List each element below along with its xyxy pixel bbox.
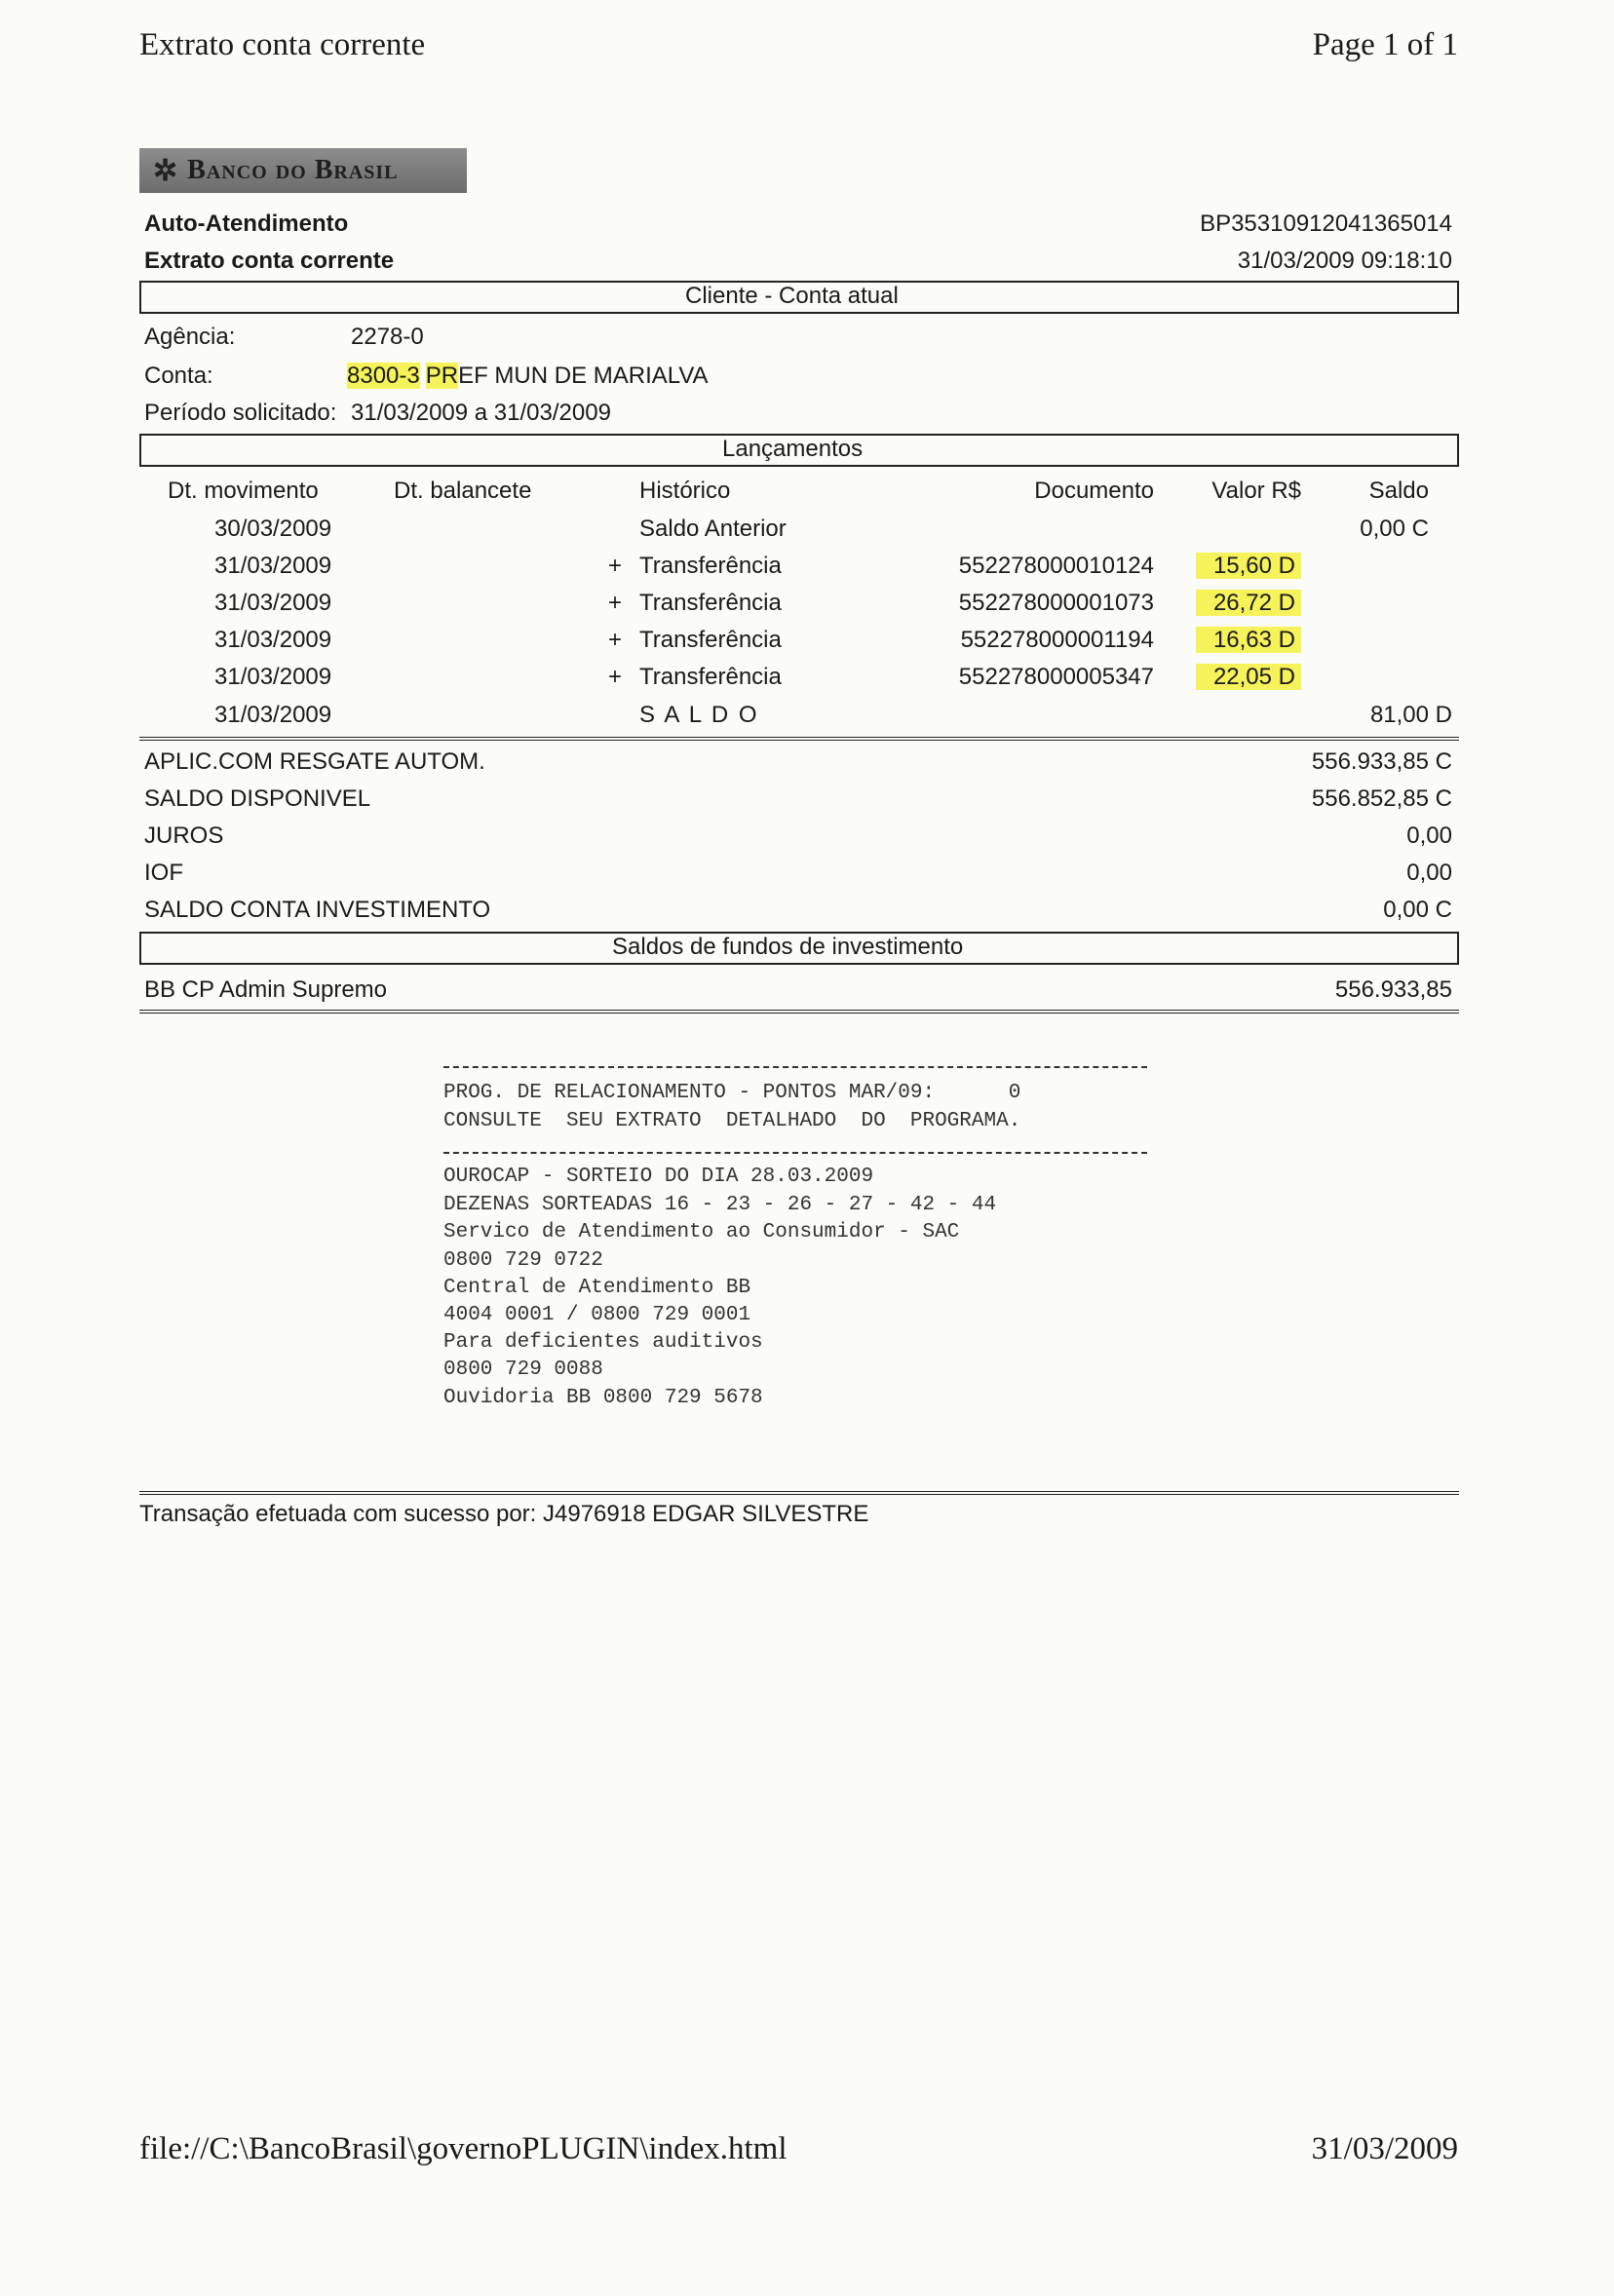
agencia-value: 2278-0	[351, 324, 424, 350]
table-row-valor: 26,72 D	[1196, 590, 1301, 617]
periodo-value: 31/03/2009 a 31/03/2009	[351, 400, 611, 426]
table-row-valor: 22,05 D	[1196, 664, 1301, 691]
table-row-historico: Transferência	[639, 553, 782, 579]
message-line: Central de Atendimento BB	[443, 1277, 751, 1299]
message-divider	[443, 1152, 1147, 1154]
table-row-historico: Transferência	[639, 590, 782, 616]
table-row-saldo: 81,00 D	[1369, 702, 1452, 728]
summary-value: 556.852,85 C	[1311, 785, 1452, 812]
col-header-valor: Valor R$	[1211, 478, 1301, 504]
summary-label: SALDO DISPONIVEL	[144, 785, 371, 812]
conta-number: 8300-3	[347, 363, 420, 389]
print-footer-path: file://C:\BancoBrasil\governoPLUGIN\index.html	[139, 2131, 788, 2166]
message-line: Para deficientes auditivos	[443, 1331, 763, 1354]
table-row-valor: 16,63 D	[1196, 627, 1301, 654]
col-header-historico: Histórico	[639, 478, 731, 504]
fundo-name: BB CP Admin Supremo	[144, 976, 388, 1003]
summary-value: 556.933,85 C	[1311, 748, 1452, 775]
table-row-dt-mov: 31/03/2009	[214, 664, 332, 690]
summary-label: APLIC.COM RESGATE AUTOM.	[144, 748, 485, 775]
summary-value: 0,00 C	[1383, 897, 1452, 923]
message-line: 0800 729 0088	[443, 1358, 603, 1381]
summary-value: 0,00	[1406, 823, 1452, 849]
conta-name-rest: EF MUN DE MARIALVA	[458, 363, 709, 389]
message-line: 4004 0001 / 0800 729 0001	[443, 1304, 751, 1326]
conta-name-highlighted: PR	[425, 363, 459, 389]
conta-label: Conta:	[144, 363, 213, 389]
header-protocol: BP35310912041365014	[1200, 210, 1452, 237]
bank-logo-text: Banco do Brasil	[187, 155, 399, 185]
table-row-documento: 552278000001194	[960, 627, 1154, 653]
table-row-documento: 552278000010124	[958, 553, 1154, 579]
fundos-end-rule	[139, 1010, 1459, 1014]
print-footer-date: 31/03/2009	[1311, 2131, 1458, 2166]
transaction-rule	[139, 1491, 1459, 1495]
agencia-label: Agência:	[144, 324, 236, 350]
message-line: 0800 729 0722	[443, 1249, 603, 1272]
col-header-dt-movimento: Dt. movimento	[168, 478, 319, 504]
bank-logo	[139, 148, 467, 193]
header-datetime: 31/03/2009 09:18:10	[1237, 248, 1452, 274]
table-row-documento: 552278000001073	[958, 590, 1154, 616]
summary-label: JUROS	[144, 823, 224, 849]
table-row-sign: +	[608, 590, 623, 616]
fundos-section-title: Saldos de fundos de investimento	[612, 934, 964, 960]
table-row-sign: +	[608, 664, 623, 690]
transaction-status: Transação efetuada com sucesso por: J4976918 EDGAR SILVESTRE	[139, 1501, 869, 1527]
message-line: CONSULTE SEU EXTRATO DETALHADO DO PROGRAMA.	[443, 1110, 1021, 1132]
fundo-value: 556.933,85	[1334, 976, 1452, 1003]
message-line: OUROCAP - SORTEIO DO DIA 28.03.2009	[443, 1166, 874, 1188]
table-row-valor: 15,60 D	[1196, 553, 1301, 580]
col-header-dt-balancete: Dt. balancete	[394, 478, 532, 504]
client-section-title: Cliente - Conta atual	[685, 283, 899, 309]
message-line: DEZENAS SORTEADAS 16 - 23 - 26 - 27 - 42 - 44	[443, 1194, 997, 1216]
table-row-historico: Transferência	[639, 664, 782, 690]
message-line: PROG. DE RELACIONAMENTO - PONTOS MAR/09: 0	[443, 1082, 1021, 1104]
conta-value	[347, 363, 709, 390]
message-line: Ouvidoria BB 0800 729 5678	[443, 1387, 763, 1409]
table-row-dt-mov: 31/03/2009	[214, 702, 332, 728]
summary-value: 0,00	[1406, 860, 1452, 886]
bank-logo-icon: ✲	[153, 154, 178, 187]
table-row-historico: S A L D O	[639, 702, 759, 728]
table-row-dt-mov: 30/03/2009	[214, 516, 332, 542]
print-header-page: Page 1 of 1	[1312, 27, 1458, 62]
lancamentos-end-rule	[139, 737, 1459, 741]
header-extrato-title: Extrato conta corrente	[144, 248, 395, 274]
table-row-dt-mov: 31/03/2009	[214, 553, 332, 579]
header-auto-atendimento: Auto-Atendimento	[144, 210, 349, 237]
lancamentos-section-title: Lançamentos	[722, 436, 864, 462]
summary-label: SALDO CONTA INVESTIMENTO	[144, 897, 491, 923]
table-row-sign: +	[608, 627, 623, 653]
table-row-documento: 552278000005347	[958, 664, 1154, 690]
table-row-saldo: 0,00 C	[1360, 516, 1429, 542]
print-header-title: Extrato conta corrente	[139, 27, 426, 62]
table-row-dt-mov: 31/03/2009	[214, 590, 332, 616]
message-line: Servico de Atendimento ao Consumidor - SAC	[443, 1221, 960, 1244]
summary-label: IOF	[144, 860, 183, 886]
table-row-dt-mov: 31/03/2009	[214, 627, 332, 653]
table-row-historico: Saldo Anterior	[639, 516, 787, 542]
periodo-label: Período solicitado:	[144, 400, 337, 426]
col-header-saldo: Saldo	[1368, 478, 1429, 504]
table-row-sign: +	[608, 553, 623, 579]
col-header-documento: Documento	[1034, 478, 1154, 504]
table-row-historico: Transferência	[639, 627, 782, 653]
message-divider	[443, 1066, 1147, 1068]
